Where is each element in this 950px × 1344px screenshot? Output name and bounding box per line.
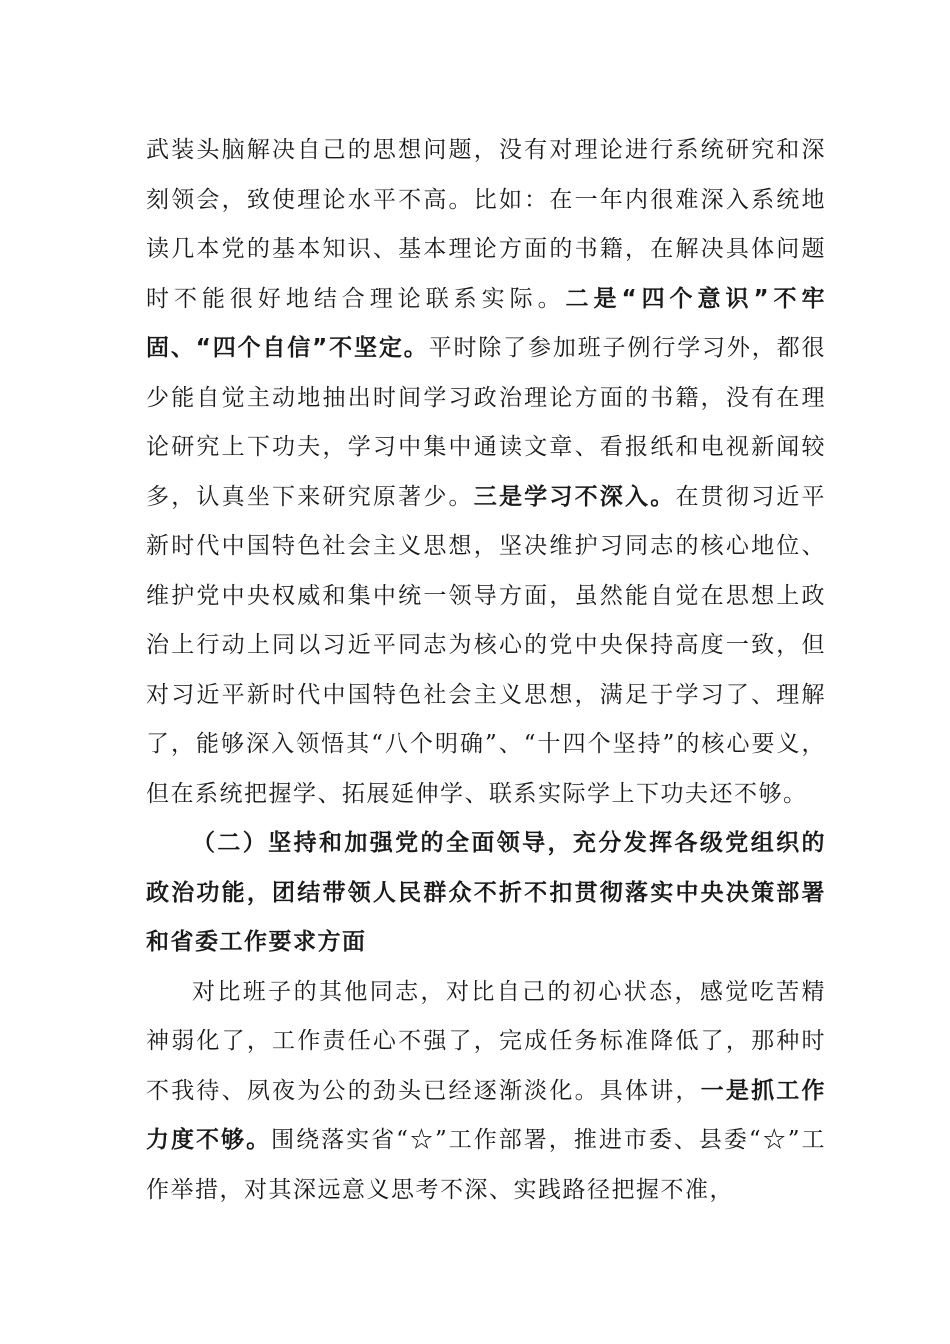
section-heading-2: （二）坚持和加强党的全面领导，充分发挥各级党组织的政治功能，团结带领人民群众不折不扣贯彻落实中央决策部署和省委工作要求方面 [146, 830, 826, 955]
text-segment: 在贯彻习近平新时代中国特色社会主义思想，坚决维护习同志的核心地位、维护党中央权威和集中统一领导方面，虽然能自觉在思想上政治上行动上同以习近平同志为核心的党中央保持高度一致，但对习近平新时代中国特色社会主义思想，满足于学习了、理解了，能够深入领悟其“八个明确”、“十四个坚持”的核心要义，但在系统把握学、拓展延伸学、联系实际学上下功夫还不够。 [146, 483, 827, 807]
body-paragraph-1 [146, 126, 826, 819]
bold-point-two: 二是“四个意识”不牢固、“四个自信”不坚定。 [146, 285, 827, 361]
bold-point-one: 一是抓工作力度不够。 [146, 1077, 827, 1153]
body-paragraph-2 [146, 968, 826, 1216]
text-segment: 围绕落实省“☆”工作部署，推进市委、县委“☆”工作举措，对其深远意义思考不深、实践路径把握不准， [146, 1127, 826, 1203]
document-page [146, 126, 826, 1215]
text-segment: 武装头脑解决自己的思想问题，没有对理论进行系统研究和深刻领会，致使理论水平不高。比如：在一年内很难深入系统地读几本党的基本知识、基本理论方面的书籍，在解决具体问题时不能很好地结合理论联系实际。 [146, 137, 826, 312]
bold-point-three: 三是学习不深入。 [473, 483, 676, 510]
text-segment: 对比班子的其他同志，对比自己的初心状态，感觉吃苦精神弱化了，工作责任心不强了，完成任务标准降低了，那种时不我待、夙夜为公的劲头已经逐渐淡化。具体讲， [146, 978, 826, 1104]
text-segment: 平时除了参加班子例行学习外，都很少能自觉主动地抽出时间学习政治理论方面的书籍，没有在理论研究上下功夫，学习中集中通读文章、看报纸和电视新闻较多，认真坐下来研究原著少。 [146, 335, 827, 510]
